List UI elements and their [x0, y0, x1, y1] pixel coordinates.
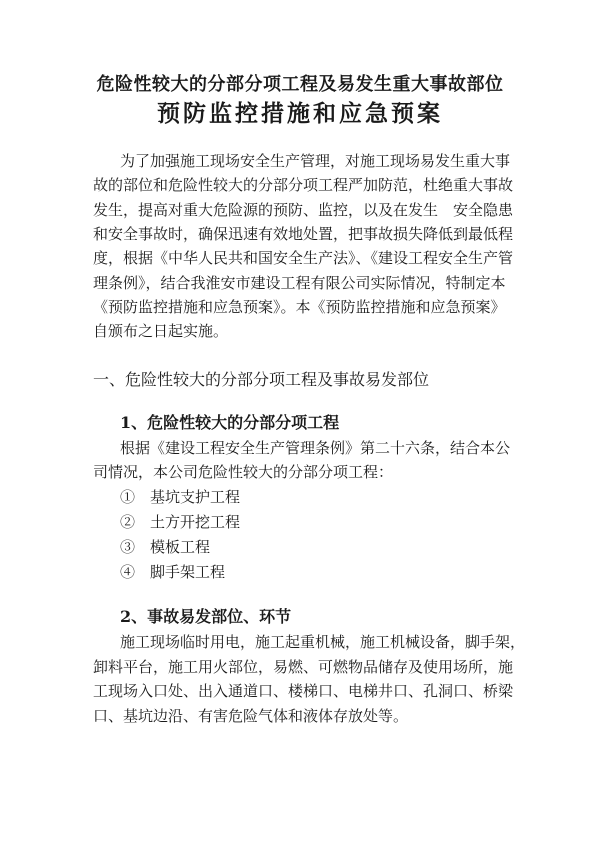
title-line-2: 预防监控措施和应急预案	[157, 100, 443, 127]
subsection-1-line: 司情况，本公司危险性较大的分部分项工程：	[93, 463, 394, 481]
intro-line: 度，根据《中华人民共和国安全生产法》、《建设工程安全生产管	[93, 249, 514, 267]
intro-line: 自颁布之日起实施。	[93, 322, 229, 340]
subsection-2-line: 施工现场临时用电，施工起重机械，施工机械设备，脚手架，	[120, 633, 526, 651]
intro-line: 《预防监控措施和应急预案》。本《预防监控措施和应急预案》	[93, 298, 506, 316]
list-item: ③ 模板工程	[120, 538, 211, 556]
intro-line: 和安全事故时，确保迅速有效地处置，把事故损失降低到最低程	[93, 225, 514, 243]
subsection-1-heading: 1、危险性较大的分部分项工程	[120, 413, 340, 432]
intro-line: 为了加强施工现场安全生产管理，对施工现场易发生重大事	[120, 152, 511, 170]
list-item: ④ 脚手架工程	[120, 563, 226, 581]
subsection-2-heading: 2、事故易发部位、环节	[120, 607, 292, 626]
subsection-2-line: 卸料平台，施工用火部位，易燃、可燃物品储存及使用场所，施	[93, 658, 514, 676]
intro-line: 发生，提高对重大危险源的预防、监控，以及在发生 安全隐患	[93, 201, 514, 219]
list-item: ① 基坑支护工程	[120, 488, 241, 506]
subsection-2-line: 工现场入口处、出入通道口、楼梯口、电梯井口、孔洞口、桥梁	[93, 682, 514, 700]
subsection-2-line: 口、基坑边沿、有害危险气体和液体存放处等。	[93, 707, 409, 725]
subsection-1-line: 根据《建设工程安全生产管理条例》第二十六条，结合本公	[120, 439, 511, 457]
intro-line: 故的部位和危险性较大的分部分项工程严加防范，杜绝重大事故	[93, 176, 514, 194]
list-item: ② 土方开挖工程	[120, 513, 241, 531]
section-1-heading: 一、危险性较大的分部分项工程及事故易发部位	[93, 370, 430, 389]
title-line-1: 危险性较大的分部分项工程及易发生重大事故部位	[96, 74, 504, 95]
intro-line: 理条例》，结合我淮安市建设工程有限公司实际情况，特制定本	[93, 274, 506, 292]
